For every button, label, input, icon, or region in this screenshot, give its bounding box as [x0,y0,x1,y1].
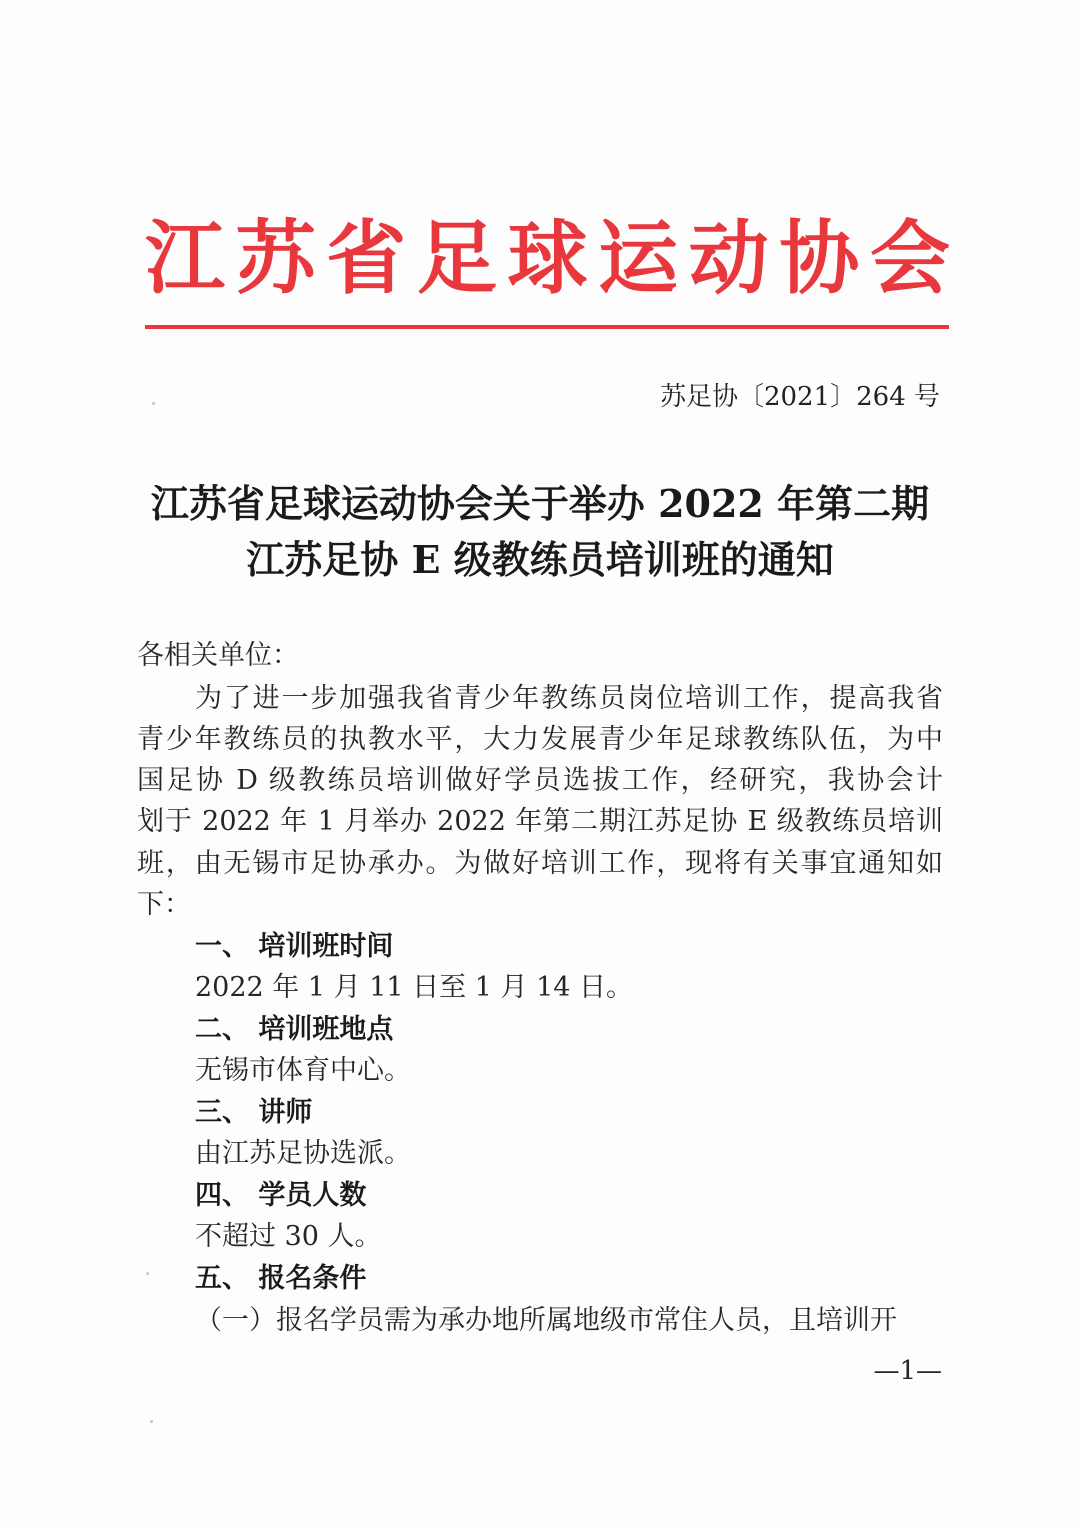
intro-line: 为了进一步加强我省青少年教练员岗位培训工作，提高我省 [195,683,943,714]
org-char: 会 [870,211,950,305]
org-char: 动 [688,211,769,305]
intro-line: 青少年教练员的执教水平，大力发展青少年足球教练队伍，为中 [137,724,943,755]
org-char: 足 [416,211,497,305]
scan-speck [146,1272,149,1275]
intro-line: 班，由无锡市足协承办。为做好培训工作，现将有关事宜通知如 [137,848,943,879]
section-heading: 四、 学员人数 [195,1180,367,1211]
section-text: 不超过 30 人。 [195,1221,382,1252]
org-char: 球 [507,211,588,305]
scan-speck [150,1420,153,1423]
organization-header [145,208,950,308]
section-text: 无锡市体育中心。 [195,1055,411,1086]
org-char: 运 [598,211,679,305]
org-char: 苏 [235,211,316,305]
org-char: 协 [779,211,860,305]
org-char: 江 [145,211,225,305]
intro-line: 国足协 D 级教练员培训做好学员选拔工作，经研究，我协会计 [137,765,943,796]
section-heading: 三、 讲师 [195,1097,313,1128]
intro-line: 划于 2022 年 1 月举办 2022 年第二期江苏足协 E 级教练员培训 [137,806,943,837]
page-number: —1— [873,1356,942,1386]
section-text: （一）报名学员需为承办地所属地级市常住人员，且培训开 [195,1305,897,1336]
title-line-2: 江苏足协 E 级教练员培训班的通知 [246,537,834,582]
section-heading: 五、 报名条件 [195,1263,367,1294]
title-line-1: 江苏省足球运动协会关于举办 2022 年第二期 [150,481,930,526]
scan-speck [152,402,155,405]
section-text: 2022 年 1 月 11 日至 1 月 14 日。 [195,972,634,1003]
salutation: 各相关单位： [137,640,299,671]
org-char: 省 [326,211,407,305]
intro-line: 下： [137,889,191,920]
section-heading: 二、 培训班地点 [195,1014,394,1045]
section-text: 由江苏足协选派。 [195,1138,411,1169]
section-heading: 一、 培训班时间 [195,931,394,962]
document-number: 苏足协〔2021〕264 号 [659,382,940,412]
header-divider [145,325,949,329]
